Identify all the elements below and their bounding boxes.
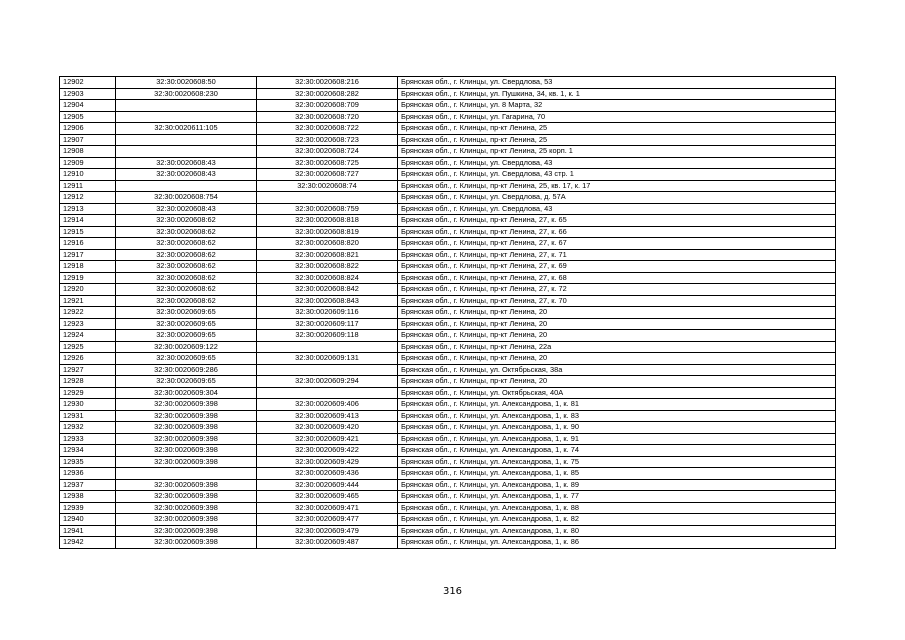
cadastral-number-cell: 32:30:0020609:117	[257, 318, 398, 330]
cadastral-table	[59, 76, 836, 549]
cadastral-number-cell: 32:30:0020609:398	[116, 456, 257, 468]
row-number-cell: 12924	[60, 330, 116, 342]
page-number: 316	[442, 586, 463, 597]
row-number-cell: 12921	[60, 295, 116, 307]
cadastral-number-cell: 32:30:0020608:43	[116, 157, 257, 169]
address-cell: Брянская обл., г. Клинцы, пр-кт Ленина, 25 корп. 1	[398, 146, 836, 158]
cadastral-number-cell: 32:30:0020609:487	[257, 537, 398, 549]
cadastral-number-cell: 32:30:0020608:282	[257, 88, 398, 100]
table-row	[60, 123, 836, 135]
cadastral-number-cell: 32:30:0020609:398	[116, 445, 257, 457]
cadastral-number-cell: 32:30:0020608:62	[116, 215, 257, 227]
row-number-cell: 12941	[60, 525, 116, 537]
cadastral-number-cell: 32:30:0020609:398	[116, 514, 257, 526]
address-cell: Брянская обл., г. Клинцы, ул. Гагарина, 70	[398, 111, 836, 123]
row-number-cell: 12939	[60, 502, 116, 514]
row-number-cell: 12922	[60, 307, 116, 319]
table-row	[60, 249, 836, 261]
row-number-cell: 12920	[60, 284, 116, 296]
address-cell: Брянская обл., г. Клинцы, ул. Александрова, 1, к. 91	[398, 433, 836, 445]
cadastral-number-cell: 32:30:0020608:62	[116, 261, 257, 273]
cadastral-number-cell	[257, 387, 398, 399]
address-cell: Брянская обл., г. Клинцы, ул. Свердлова, 43	[398, 157, 836, 169]
row-number-cell: 12925	[60, 341, 116, 353]
address-cell: Брянская обл., г. Клинцы, пр-кт Ленина, 25	[398, 123, 836, 135]
address-cell: Брянская обл., г. Клинцы, пр-кт Ленина, 27, к. 66	[398, 226, 836, 238]
cadastral-number-cell: 32:30:0020609:286	[116, 364, 257, 376]
table-row	[60, 479, 836, 491]
cadastral-number-cell: 32:30:0020609:422	[257, 445, 398, 457]
row-number-cell: 12937	[60, 479, 116, 491]
address-cell: Брянская обл., г. Клинцы, пр-кт Ленина, 25, кв. 17, к. 17	[398, 180, 836, 192]
cadastral-number-cell: 32:30:0020608:723	[257, 134, 398, 146]
address-cell: Брянская обл., г. Клинцы, пр-кт Ленина, 27, к. 65	[398, 215, 836, 227]
table-row	[60, 134, 836, 146]
cadastral-number-cell: 32:30:0020608:74	[257, 180, 398, 192]
cadastral-number-cell: 32:30:0020609:406	[257, 399, 398, 411]
cadastral-number-cell: 32:30:0020609:436	[257, 468, 398, 480]
table-row	[60, 215, 836, 227]
row-number-cell: 12930	[60, 399, 116, 411]
cadastral-number-cell: 32:30:0020609:429	[257, 456, 398, 468]
row-number-cell: 12907	[60, 134, 116, 146]
row-number-cell: 12908	[60, 146, 116, 158]
cadastral-number-cell: 32:30:0020608:62	[116, 226, 257, 238]
row-number-cell: 12919	[60, 272, 116, 284]
address-cell: Брянская обл., г. Клинцы, пр-кт Ленина, 27, к. 72	[398, 284, 836, 296]
table-row	[60, 330, 836, 342]
address-cell: Брянская обл., г. Клинцы, пр-кт Ленина, 27, к. 68	[398, 272, 836, 284]
row-number-cell: 12902	[60, 77, 116, 89]
row-number-cell: 12905	[60, 111, 116, 123]
cadastral-number-cell: 32:30:0020609:398	[116, 410, 257, 422]
cadastral-number-cell: 32:30:0020609:118	[257, 330, 398, 342]
cadastral-number-cell: 32:30:0020608:819	[257, 226, 398, 238]
row-number-cell: 12914	[60, 215, 116, 227]
row-number-cell: 12913	[60, 203, 116, 215]
address-cell: Брянская обл., г. Клинцы, пр-кт Ленина, 27, к. 71	[398, 249, 836, 261]
cadastral-number-cell: 32:30:0020608:843	[257, 295, 398, 307]
cadastral-number-cell: 32:30:0020609:398	[116, 433, 257, 445]
cadastral-number-cell: 32:30:0020609:465	[257, 491, 398, 503]
table-row	[60, 364, 836, 376]
table-row	[60, 318, 836, 330]
address-cell: Брянская обл., г. Клинцы, пр-кт Ленина, 20	[398, 307, 836, 319]
table-row	[60, 100, 836, 112]
table-row	[60, 468, 836, 480]
cadastral-number-cell: 32:30:0020609:65	[116, 307, 257, 319]
cadastral-number-cell: 32:30:0020608:759	[257, 203, 398, 215]
address-cell: Брянская обл., г. Клинцы, ул. Свердлова, 43	[398, 203, 836, 215]
cadastral-number-cell: 32:30:0020609:420	[257, 422, 398, 434]
cadastral-number-cell: 32:30:0020608:62	[116, 238, 257, 250]
cadastral-number-cell: 32:30:0020608:43	[116, 169, 257, 181]
row-number-cell: 12918	[60, 261, 116, 273]
cadastral-number-cell	[116, 146, 257, 158]
table-row	[60, 399, 836, 411]
cadastral-number-cell	[116, 111, 257, 123]
table-row	[60, 456, 836, 468]
address-cell: Брянская обл., г. Клинцы, ул. Александрова, 1, к. 81	[398, 399, 836, 411]
row-number-cell: 12904	[60, 100, 116, 112]
address-cell: Брянская обл., г. Клинцы, ул. Свердлова, 43 стр. 1	[398, 169, 836, 181]
cadastral-number-cell: 32:30:0020608:727	[257, 169, 398, 181]
cadastral-number-cell: 32:30:0020611:105	[116, 123, 257, 135]
cadastral-number-cell: 32:30:0020609:477	[257, 514, 398, 526]
table-row	[60, 433, 836, 445]
cadastral-number-cell: 32:30:0020609:398	[116, 422, 257, 434]
cadastral-number-cell: 32:30:0020608:50	[116, 77, 257, 89]
cadastral-number-cell: 32:30:0020609:131	[257, 353, 398, 365]
address-cell: Брянская обл., г. Клинцы, ул. Александрова, 1, к. 90	[398, 422, 836, 434]
row-number-cell: 12929	[60, 387, 116, 399]
table-row	[60, 180, 836, 192]
row-number-cell: 12938	[60, 491, 116, 503]
cadastral-number-cell: 32:30:0020608:62	[116, 295, 257, 307]
table-row	[60, 525, 836, 537]
address-cell: Брянская обл., г. Клинцы, пр-кт Ленина, 27, к. 69	[398, 261, 836, 273]
row-number-cell: 12940	[60, 514, 116, 526]
cadastral-number-cell	[257, 364, 398, 376]
cadastral-number-cell: 32:30:0020609:65	[116, 353, 257, 365]
table-row	[60, 146, 836, 158]
cadastral-number-cell: 32:30:0020609:398	[116, 525, 257, 537]
cadastral-number-cell: 32:30:0020609:398	[116, 399, 257, 411]
table-row	[60, 295, 836, 307]
table-row	[60, 88, 836, 100]
cadastral-number-cell: 32:30:0020609:65	[116, 330, 257, 342]
address-cell: Брянская обл., г. Клинцы, ул. Октябрьская, 38а	[398, 364, 836, 376]
table-row	[60, 307, 836, 319]
table-row	[60, 238, 836, 250]
address-cell: Брянская обл., г. Клинцы, ул. Александрова, 1, к. 85	[398, 468, 836, 480]
cadastral-number-cell: 32:30:0020609:294	[257, 376, 398, 388]
cadastral-number-cell: 32:30:0020609:444	[257, 479, 398, 491]
table-row	[60, 169, 836, 181]
cadastral-number-cell: 32:30:0020608:230	[116, 88, 257, 100]
cadastral-number-cell: 32:30:0020608:62	[116, 284, 257, 296]
address-cell: Брянская обл., г. Клинцы, ул. 8 Марта, 32	[398, 100, 836, 112]
cadastral-number-cell: 32:30:0020609:413	[257, 410, 398, 422]
cadastral-number-cell: 32:30:0020609:398	[116, 479, 257, 491]
table-row	[60, 261, 836, 273]
cadastral-number-cell: 32:30:0020608:720	[257, 111, 398, 123]
row-number-cell: 12927	[60, 364, 116, 376]
address-cell: Брянская обл., г. Клинцы, ул. Александрова, 1, к. 75	[398, 456, 836, 468]
table-row	[60, 341, 836, 353]
table-row	[60, 422, 836, 434]
address-cell: Брянская обл., г. Клинцы, ул. Александрова, 1, к. 77	[398, 491, 836, 503]
table-row	[60, 272, 836, 284]
cadastral-number-cell: 32:30:0020609:398	[116, 537, 257, 549]
address-cell: Брянская обл., г. Клинцы, ул. Александрова, 1, к. 86	[398, 537, 836, 549]
row-number-cell: 12909	[60, 157, 116, 169]
address-cell: Брянская обл., г. Клинцы, пр-кт Ленина, 22а	[398, 341, 836, 353]
cadastral-number-cell: 32:30:0020608:821	[257, 249, 398, 261]
table-row	[60, 284, 836, 296]
cadastral-number-cell: 32:30:0020608:824	[257, 272, 398, 284]
table-row	[60, 376, 836, 388]
cadastral-number-cell: 32:30:0020609:398	[116, 502, 257, 514]
row-number-cell: 12912	[60, 192, 116, 204]
address-cell: Брянская обл., г. Клинцы, ул. Свердлова, 53	[398, 77, 836, 89]
table-row	[60, 502, 836, 514]
cadastral-number-cell	[116, 100, 257, 112]
address-cell: Брянская обл., г. Клинцы, ул. Свердлова, д. 57А	[398, 192, 836, 204]
row-number-cell: 12932	[60, 422, 116, 434]
cadastral-number-cell: 32:30:0020609:421	[257, 433, 398, 445]
cadastral-number-cell: 32:30:0020608:842	[257, 284, 398, 296]
table-body	[60, 77, 836, 549]
cadastral-number-cell: 32:30:0020608:43	[116, 203, 257, 215]
cadastral-number-cell: 32:30:0020609:479	[257, 525, 398, 537]
table-row	[60, 192, 836, 204]
row-number-cell: 12931	[60, 410, 116, 422]
cadastral-number-cell: 32:30:0020608:724	[257, 146, 398, 158]
address-cell: Брянская обл., г. Клинцы, ул. Александрова, 1, к. 89	[398, 479, 836, 491]
table-row	[60, 353, 836, 365]
cadastral-number-cell: 32:30:0020608:818	[257, 215, 398, 227]
address-cell: Брянская обл., г. Клинцы, пр-кт Ленина, 20	[398, 376, 836, 388]
table-row	[60, 203, 836, 215]
row-number-cell: 12933	[60, 433, 116, 445]
row-number-cell: 12910	[60, 169, 116, 181]
row-number-cell: 12926	[60, 353, 116, 365]
cadastral-number-cell	[257, 192, 398, 204]
row-number-cell: 12915	[60, 226, 116, 238]
cadastral-number-cell: 32:30:0020608:62	[116, 249, 257, 261]
address-cell: Брянская обл., г. Клинцы, ул. Александрова, 1, к. 80	[398, 525, 836, 537]
address-cell: Брянская обл., г. Клинцы, ул. Пушкина, 34, кв. 1, к. 1	[398, 88, 836, 100]
row-number-cell: 12917	[60, 249, 116, 261]
address-cell: Брянская обл., г. Клинцы, ул. Александрова, 1, к. 74	[398, 445, 836, 457]
address-cell: Брянская обл., г. Клинцы, ул. Октябрьская, 40А	[398, 387, 836, 399]
row-number-cell: 12906	[60, 123, 116, 135]
row-number-cell: 12916	[60, 238, 116, 250]
row-number-cell: 12928	[60, 376, 116, 388]
address-cell: Брянская обл., г. Клинцы, ул. Александрова, 1, к. 83	[398, 410, 836, 422]
row-number-cell: 12911	[60, 180, 116, 192]
address-cell: Брянская обл., г. Клинцы, ул. Александрова, 1, к. 88	[398, 502, 836, 514]
address-cell: Брянская обл., г. Клинцы, пр-кт Ленина, 20	[398, 330, 836, 342]
cadastral-number-cell: 32:30:0020608:725	[257, 157, 398, 169]
cadastral-number-cell: 32:30:0020608:216	[257, 77, 398, 89]
cadastral-number-cell	[257, 341, 398, 353]
cadastral-number-cell: 32:30:0020608:722	[257, 123, 398, 135]
cadastral-number-cell	[116, 134, 257, 146]
address-cell: Брянская обл., г. Клинцы, пр-кт Ленина, 27, к. 67	[398, 238, 836, 250]
cadastral-number-cell: 32:30:0020609:304	[116, 387, 257, 399]
table-row	[60, 410, 836, 422]
table-row	[60, 157, 836, 169]
table-row	[60, 537, 836, 549]
cadastral-number-cell: 32:30:0020609:65	[116, 318, 257, 330]
row-number-cell: 12942	[60, 537, 116, 549]
table-row	[60, 111, 836, 123]
table-row	[60, 445, 836, 457]
cadastral-number-cell	[116, 468, 257, 480]
row-number-cell: 12935	[60, 456, 116, 468]
cadastral-number-cell: 32:30:0020609:65	[116, 376, 257, 388]
row-number-cell: 12923	[60, 318, 116, 330]
cadastral-number-cell: 32:30:0020609:122	[116, 341, 257, 353]
cadastral-number-cell: 32:30:0020608:820	[257, 238, 398, 250]
address-cell: Брянская обл., г. Клинцы, пр-кт Ленина, 20	[398, 318, 836, 330]
row-number-cell: 12936	[60, 468, 116, 480]
cadastral-number-cell: 32:30:0020609:471	[257, 502, 398, 514]
row-number-cell: 12934	[60, 445, 116, 457]
table-row	[60, 226, 836, 238]
table-row	[60, 387, 836, 399]
cadastral-number-cell: 32:30:0020609:398	[116, 491, 257, 503]
table-row	[60, 77, 836, 89]
address-cell: Брянская обл., г. Клинцы, ул. Александрова, 1, к. 82	[398, 514, 836, 526]
row-number-cell: 12903	[60, 88, 116, 100]
cadastral-number-cell: 32:30:0020608:822	[257, 261, 398, 273]
cadastral-number-cell: 32:30:0020608:754	[116, 192, 257, 204]
address-cell: Брянская обл., г. Клинцы, пр-кт Ленина, 20	[398, 353, 836, 365]
address-cell: Брянская обл., г. Клинцы, пр-кт Ленина, 27, к. 70	[398, 295, 836, 307]
cadastral-number-cell	[116, 180, 257, 192]
cadastral-number-cell: 32:30:0020608:709	[257, 100, 398, 112]
table-row	[60, 491, 836, 503]
cadastral-number-cell: 32:30:0020609:116	[257, 307, 398, 319]
cadastral-number-cell: 32:30:0020608:62	[116, 272, 257, 284]
table-row	[60, 514, 836, 526]
address-cell: Брянская обл., г. Клинцы, пр-кт Ленина, 25	[398, 134, 836, 146]
